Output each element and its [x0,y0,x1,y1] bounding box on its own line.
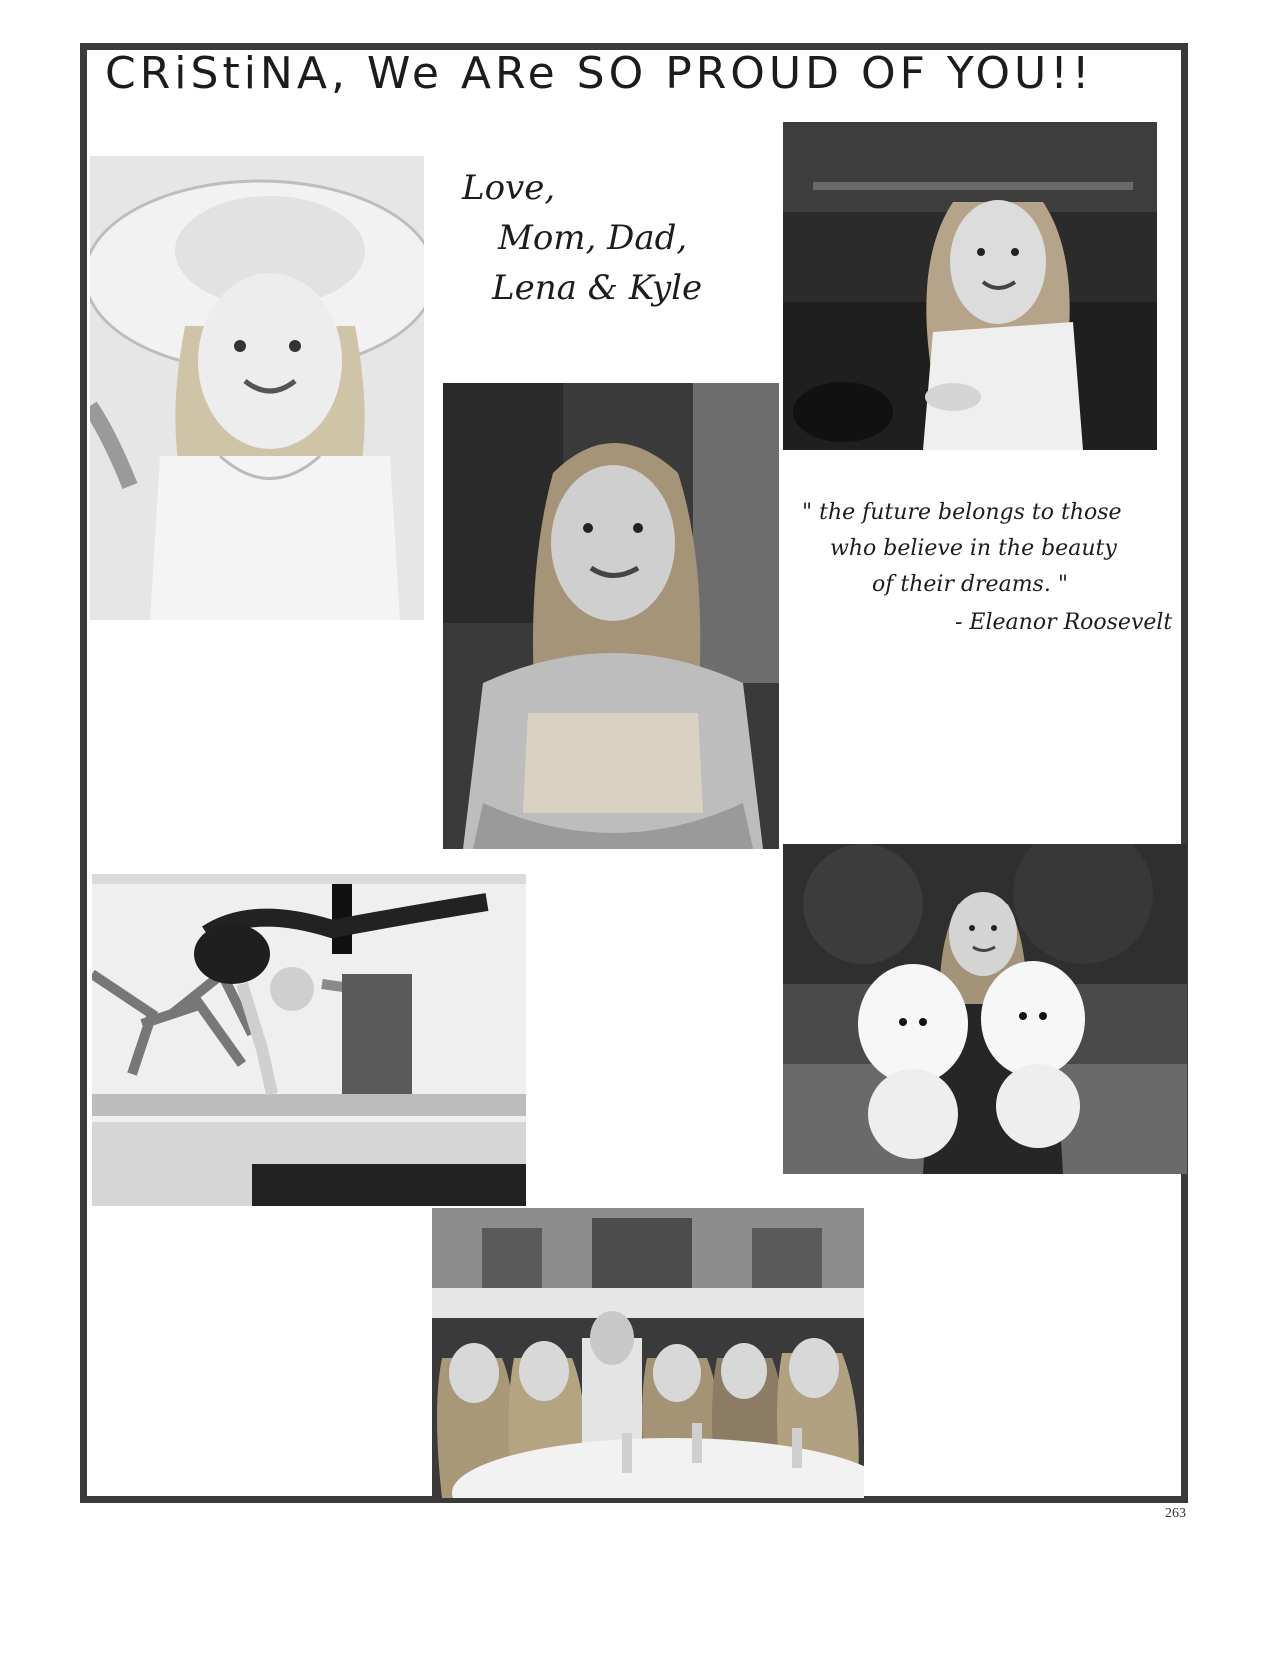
photo-young-girl [783,122,1157,450]
love-note-line-1: Love, [462,168,556,208]
page-number: 263 [1165,1506,1186,1521]
photo-girl-with-dogs [783,844,1187,1174]
quote-line-1: " the future belongs to those [802,500,1122,525]
headline: CRiStiNA, We ARe SO PROUD OF YOU!! [105,48,1094,99]
love-note-line-2: Mom, Dad, [498,218,688,258]
quote-line-2: who believe in the beauty [830,536,1117,561]
quote [790,495,1180,603]
love-note-line-3: Lena & Kyle [492,268,703,308]
quote-author: - Eleanor Roosevelt [955,610,1173,635]
photo-senior-portrait [443,383,779,849]
photo-gymnast-beam [92,874,526,1206]
quote-line-3: of their dreams. " [872,572,1068,597]
photo-toddler-sunhat [90,156,424,620]
photo-group-dinner [432,1208,864,1498]
